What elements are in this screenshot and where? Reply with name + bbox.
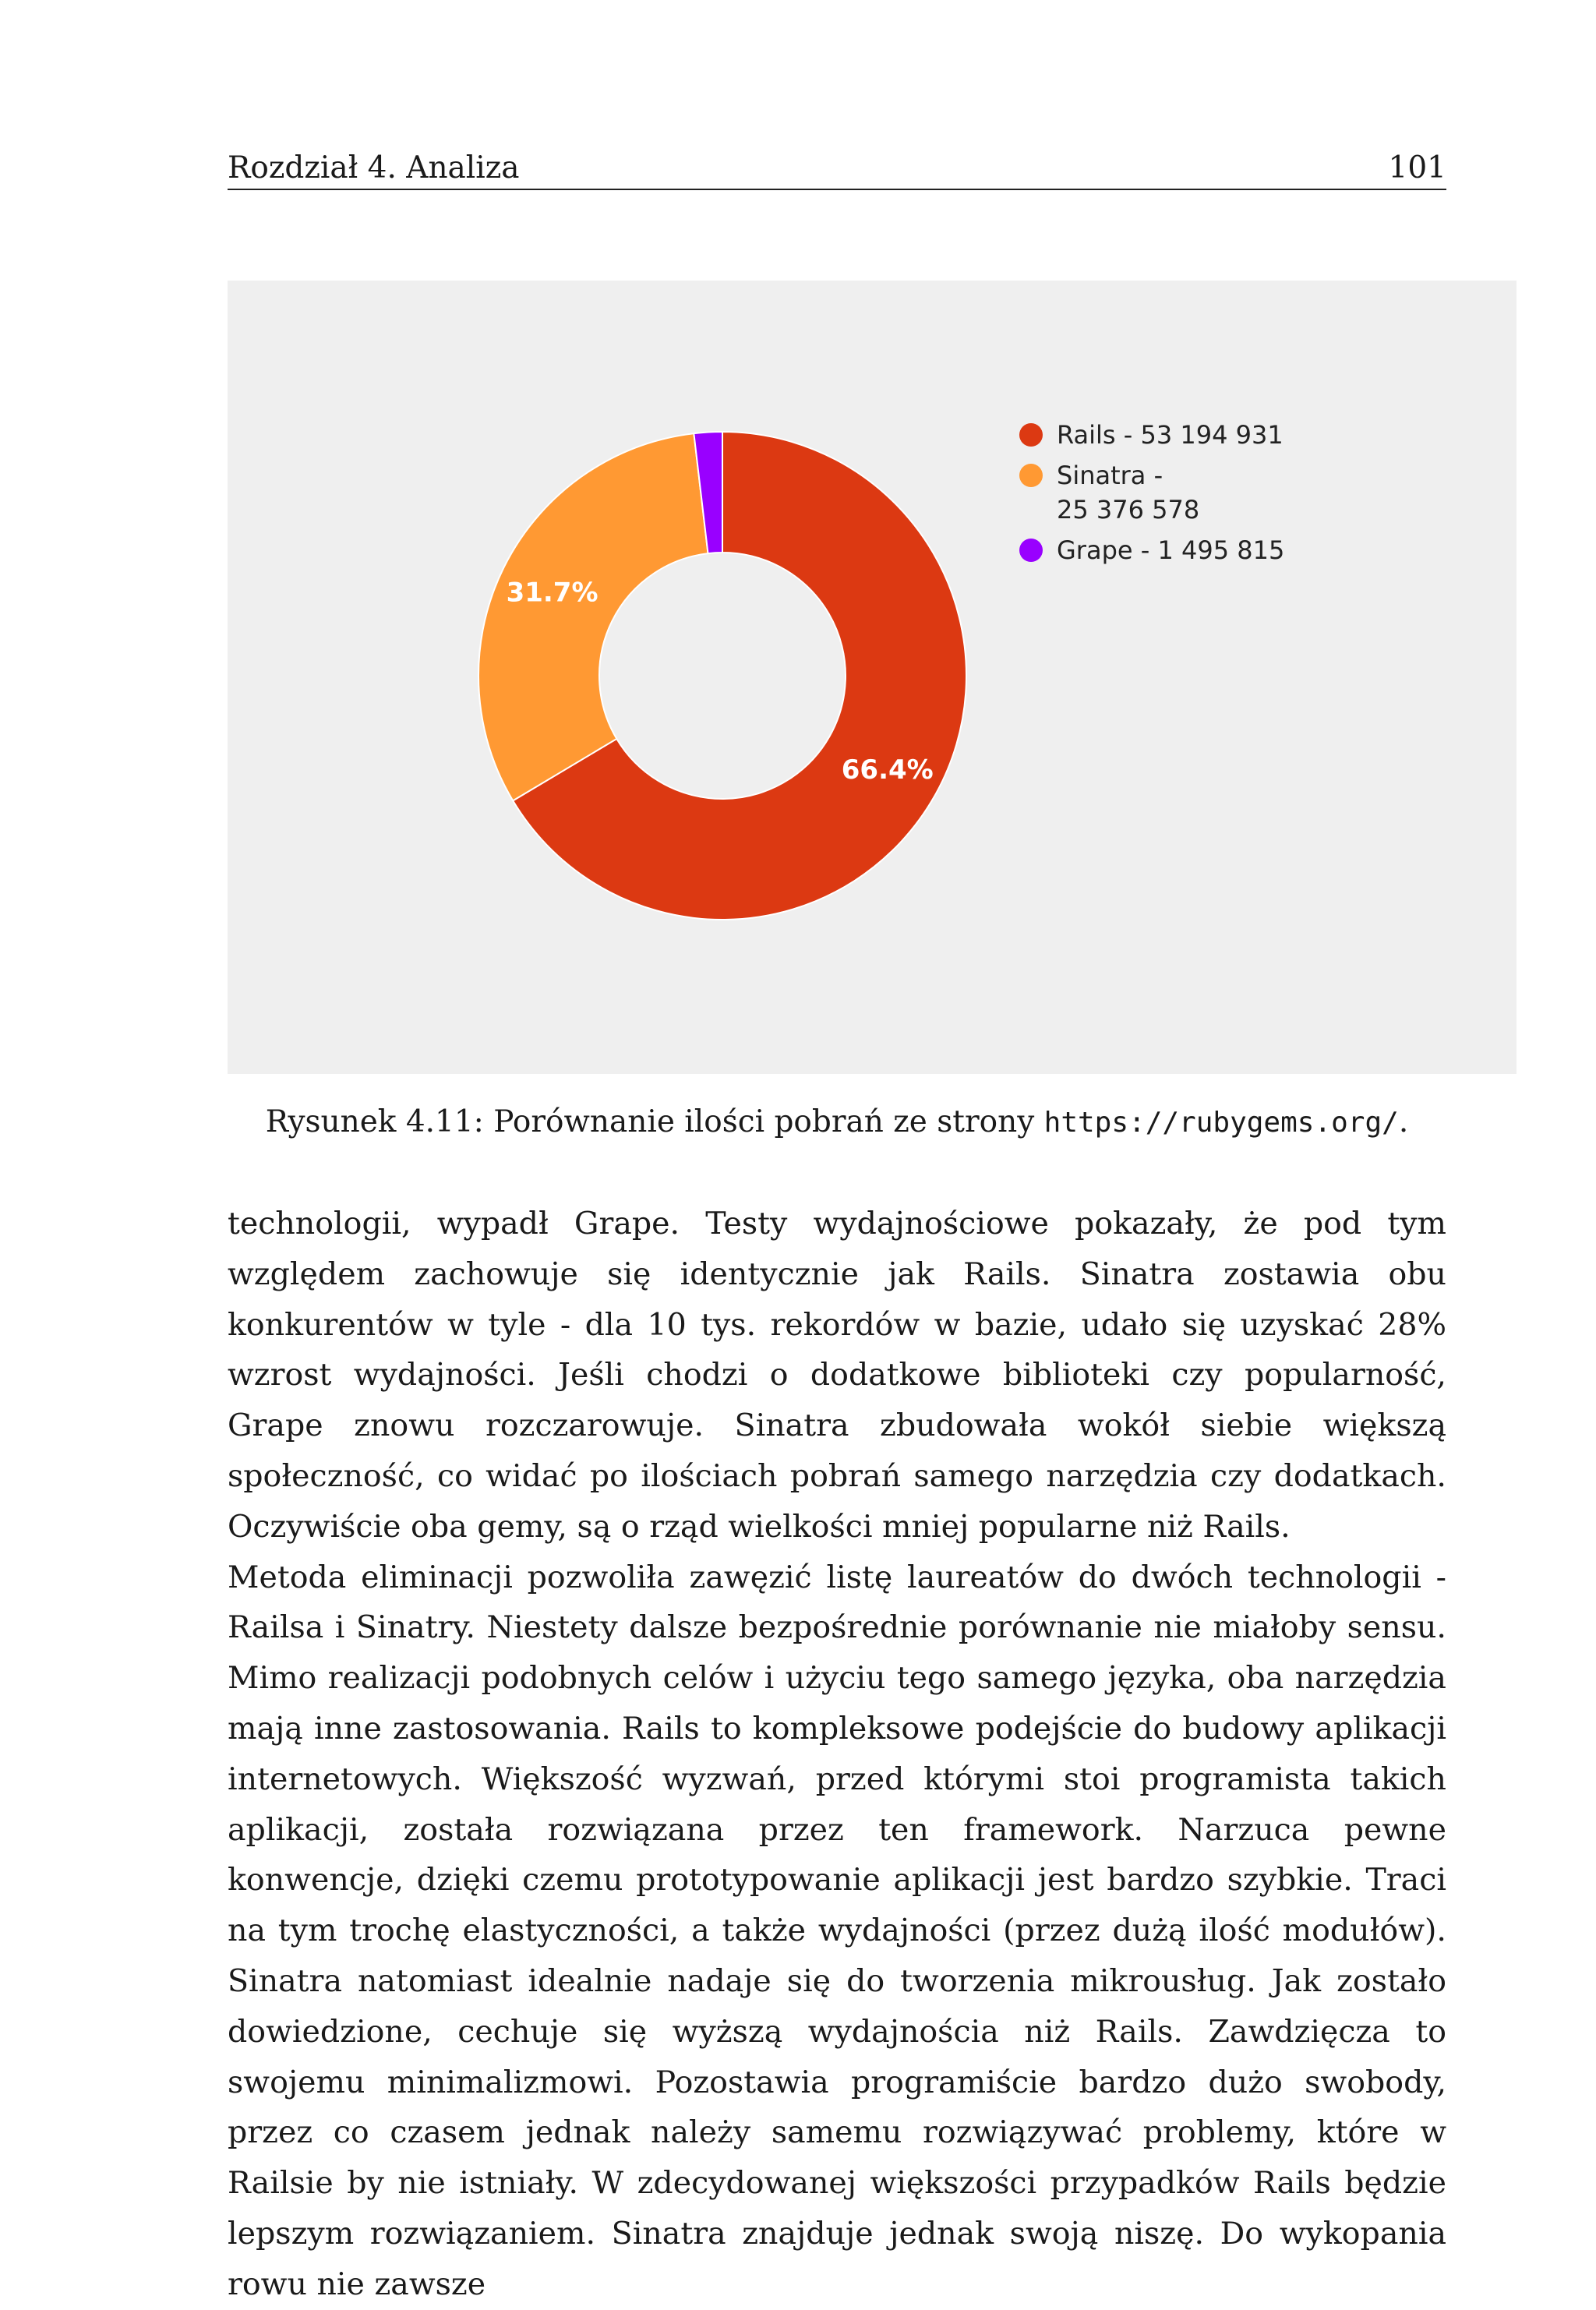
slice-label-rails: 66.4%	[841, 754, 934, 786]
donut-chart	[228, 281, 1517, 1074]
legend-dot-grape	[1019, 539, 1043, 562]
paragraph: Metoda eliminacji pozwoliła zawęzić listę laureatów do dwóch technologii - Railsa i Sinatry. Niestety dalsze bezpośrednie porównanie nie miałoby sensu. Mimo realizacji podobnych celów i użyciu tego samego języka, oba narzędzia mają inne zastosowania. Rails to kompleksowe podejście do budowy aplikacji internetowych. Większość wyzwań, przed którymi stoi programista takich aplikacji, została rozwiązana przez ten framework. Narzuca pewne konwencje, dzięki czemu prototypowanie aplikacji jest bardzo szybkie. Traci na tym trochę elastyczności, a także wydajności (przez dużą ilość modułów). Sinatra natomiast idealnie nadaje się do tworzenia mikrousług. Jak zostało dowiedzione, cechuje się wyższą wydajnościa niż Rails. Zawdzięcza to swojemu minimalizmowi. Pozostawia programiście bardzo dużo swobody, przez co czasem jednak należy samemu rozwiązywać problemy, które w Railsie by nie istniały. W zdecydowanej większości przypadków Rails będzie lepszym rozwiązaniem. Sinatra znajduje jednak swoją niszę. Do wykopania rowu nie zawsze	[228, 1559, 1446, 2302]
legend-label-sinatra: Sinatra -	[1057, 461, 1163, 490]
chapter-title: Rozdział 4. Analiza	[228, 150, 520, 185]
page-header	[228, 148, 1446, 190]
legend-label-rails: Rails - 53 194 931	[1057, 420, 1284, 450]
page-number: 101	[1388, 150, 1446, 185]
caption-url: https://rubygems.org/	[1043, 1107, 1399, 1139]
legend-dot-rails	[1019, 423, 1043, 447]
body-text	[228, 1199, 1446, 2310]
legend-label-grape: Grape - 1 495 815	[1057, 535, 1285, 565]
slice-sinatra	[478, 433, 708, 800]
legend-label-sinatra: 25 376 578	[1057, 495, 1200, 525]
caption-suffix: .	[1398, 1104, 1409, 1139]
caption-text: Rysunek 4.11: Porównanie ilości pobrań ze strony	[265, 1104, 1044, 1139]
paragraph: technologii, wypadł Grape. Testy wydajnościowe pokazały, że pod tym względem zachowuje się identycznie jak Rails. Sinatra zostawia obu konkurentów w tyle - dla 10 tys. rekordów w bazie, udało się uzyskać 28% wzrost wydajności. Jeśli chodzi o dodatkowe biblioteki czy popularność, Grape znowu rozczarowuje. Sinatra zbudowała wokół siebie większą społeczność, co widać po ilościach pobrań samego narzędzia czy dodatkach. Oczywiście oba gemy, są o rząd wielkości mniej popularne niż Rails.	[228, 1206, 1446, 1545]
slice-label-sinatra: 31.7%	[506, 577, 598, 609]
legend-dot-sinatra	[1019, 464, 1043, 487]
figure-panel	[228, 281, 1517, 1074]
figure-caption	[228, 1100, 1446, 1145]
